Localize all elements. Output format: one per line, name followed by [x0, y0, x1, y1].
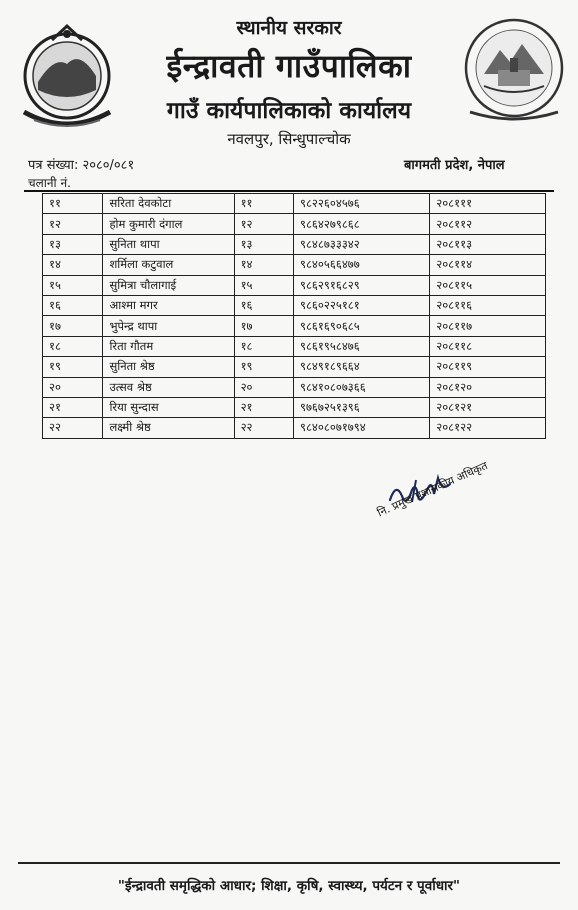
table-row [43, 397, 546, 417]
phone-cell: ९८४०५६६४७७ [293, 255, 429, 275]
name-cell: होम कुमारी दंगाल [103, 214, 234, 234]
phone-cell: ९८६१६९०६८५ [293, 316, 429, 336]
name-cell: सुमित्रा चौलागाई [103, 275, 234, 295]
code-cell: २०८११९ [430, 357, 546, 377]
code-cell: २०८११६ [430, 295, 546, 315]
code-cell: २०८११५ [430, 275, 546, 295]
letter-reference-number: पत्र संख्या: २०८०/०८१ [28, 158, 135, 173]
name-cell: सुनिता श्रेष्ठ [103, 357, 234, 377]
table-row [43, 316, 546, 336]
signatory-designation: नि. प्रमुख प्रशासकीय अधिकृत [375, 459, 490, 520]
serial-cell: १३ [43, 234, 103, 254]
serial-cell: १९ [43, 357, 103, 377]
code-cell: २०८११२ [430, 214, 546, 234]
phone-cell: ९८४८७३३३४२ [293, 234, 429, 254]
phone-cell: ९८४९१८९६६४ [293, 357, 429, 377]
phone-cell: ९८४१०८०७३६६ [293, 377, 429, 397]
beneficiary-table [42, 193, 546, 439]
header-local-government: स्थानीय सरकार [236, 17, 342, 39]
serial-cell: २२ [43, 418, 103, 438]
name-cell: शर्मिला कटुवाल [103, 255, 234, 275]
number-cell: २० [234, 377, 293, 397]
table-row [43, 336, 546, 356]
table-row [43, 295, 546, 315]
table-row [43, 275, 546, 295]
phone-cell: ९८४०८०७१७९४ [293, 418, 429, 438]
number-cell: २२ [234, 418, 293, 438]
table-row [43, 255, 546, 275]
name-cell: उत्सव श्रेष्ठ [103, 377, 234, 397]
phone-cell: ९८६४२७९८६८ [293, 214, 429, 234]
letterhead [0, 0, 578, 190]
table-row [43, 357, 546, 377]
name-cell: भुपेन्द्र थापा [103, 316, 234, 336]
code-cell: २०८११३ [430, 234, 546, 254]
number-cell: १५ [234, 275, 293, 295]
code-cell: २०८११४ [430, 255, 546, 275]
office-name: गाउँ कार्यपालिकाको कार्यालय [166, 98, 412, 124]
serial-cell: १२ [43, 214, 103, 234]
name-cell: रिता गौतम [103, 336, 234, 356]
table-row [43, 418, 546, 438]
dispatch-number-label: चलानी नं. [28, 176, 71, 190]
code-cell: २०८११७ [430, 316, 546, 336]
serial-cell: १५ [43, 275, 103, 295]
name-cell: आश्मा मगर [103, 295, 234, 315]
name-cell: सुनिता थापा [103, 234, 234, 254]
code-cell: २०८१२० [430, 377, 546, 397]
name-cell: लक्ष्मी श्रेष्ठ [103, 418, 234, 438]
municipality-logo-icon [460, 14, 568, 126]
serial-cell: १६ [43, 295, 103, 315]
number-cell: ११ [234, 194, 293, 214]
code-cell: २०८१२२ [430, 418, 546, 438]
table-row [43, 194, 546, 214]
number-cell: १४ [234, 255, 293, 275]
number-cell: २१ [234, 397, 293, 417]
name-cell: रिया सुन्दास [103, 397, 234, 417]
municipality-name: ईन्द्रावती गाउँपालिका [166, 47, 412, 85]
table-row [43, 214, 546, 234]
phone-cell: ९८६१९५८४७६ [293, 336, 429, 356]
number-cell: १७ [234, 316, 293, 336]
number-cell: १८ [234, 336, 293, 356]
serial-cell: १७ [43, 316, 103, 336]
serial-cell: १८ [43, 336, 103, 356]
phone-cell: ९८२२६०४५७६ [293, 194, 429, 214]
code-cell: २०८११८ [430, 336, 546, 356]
serial-cell: २१ [43, 397, 103, 417]
number-cell: १९ [234, 357, 293, 377]
serial-cell: ११ [43, 194, 103, 214]
office-address: नवलपुर, सिन्धुपाल्चोक [227, 130, 351, 148]
serial-cell: २० [43, 377, 103, 397]
table-row [43, 234, 546, 254]
province-label: बागमती प्रदेश, नेपाल [404, 158, 505, 173]
header-divider [24, 190, 554, 192]
code-cell: २०८१११ [430, 194, 546, 214]
phone-cell: ९८६०२२५१८१ [293, 295, 429, 315]
serial-cell: १४ [43, 255, 103, 275]
name-cell: सरिता देवकोटा [103, 194, 234, 214]
phone-cell: ९८६२९१६८२९ [293, 275, 429, 295]
footer-divider [18, 862, 560, 864]
footer-motto: "ईन्द्रावती समृद्धिको आधार; शिक्षा, कृषि, स्वास्थ्य, पर्यटन र पूर्वाधार" [117, 878, 461, 894]
number-cell: १६ [234, 295, 293, 315]
number-cell: १२ [234, 214, 293, 234]
code-cell: २०८१२१ [430, 397, 546, 417]
number-cell: १३ [234, 234, 293, 254]
phone-cell: ९७६७२५१३९६ [293, 397, 429, 417]
table-row [43, 377, 546, 397]
